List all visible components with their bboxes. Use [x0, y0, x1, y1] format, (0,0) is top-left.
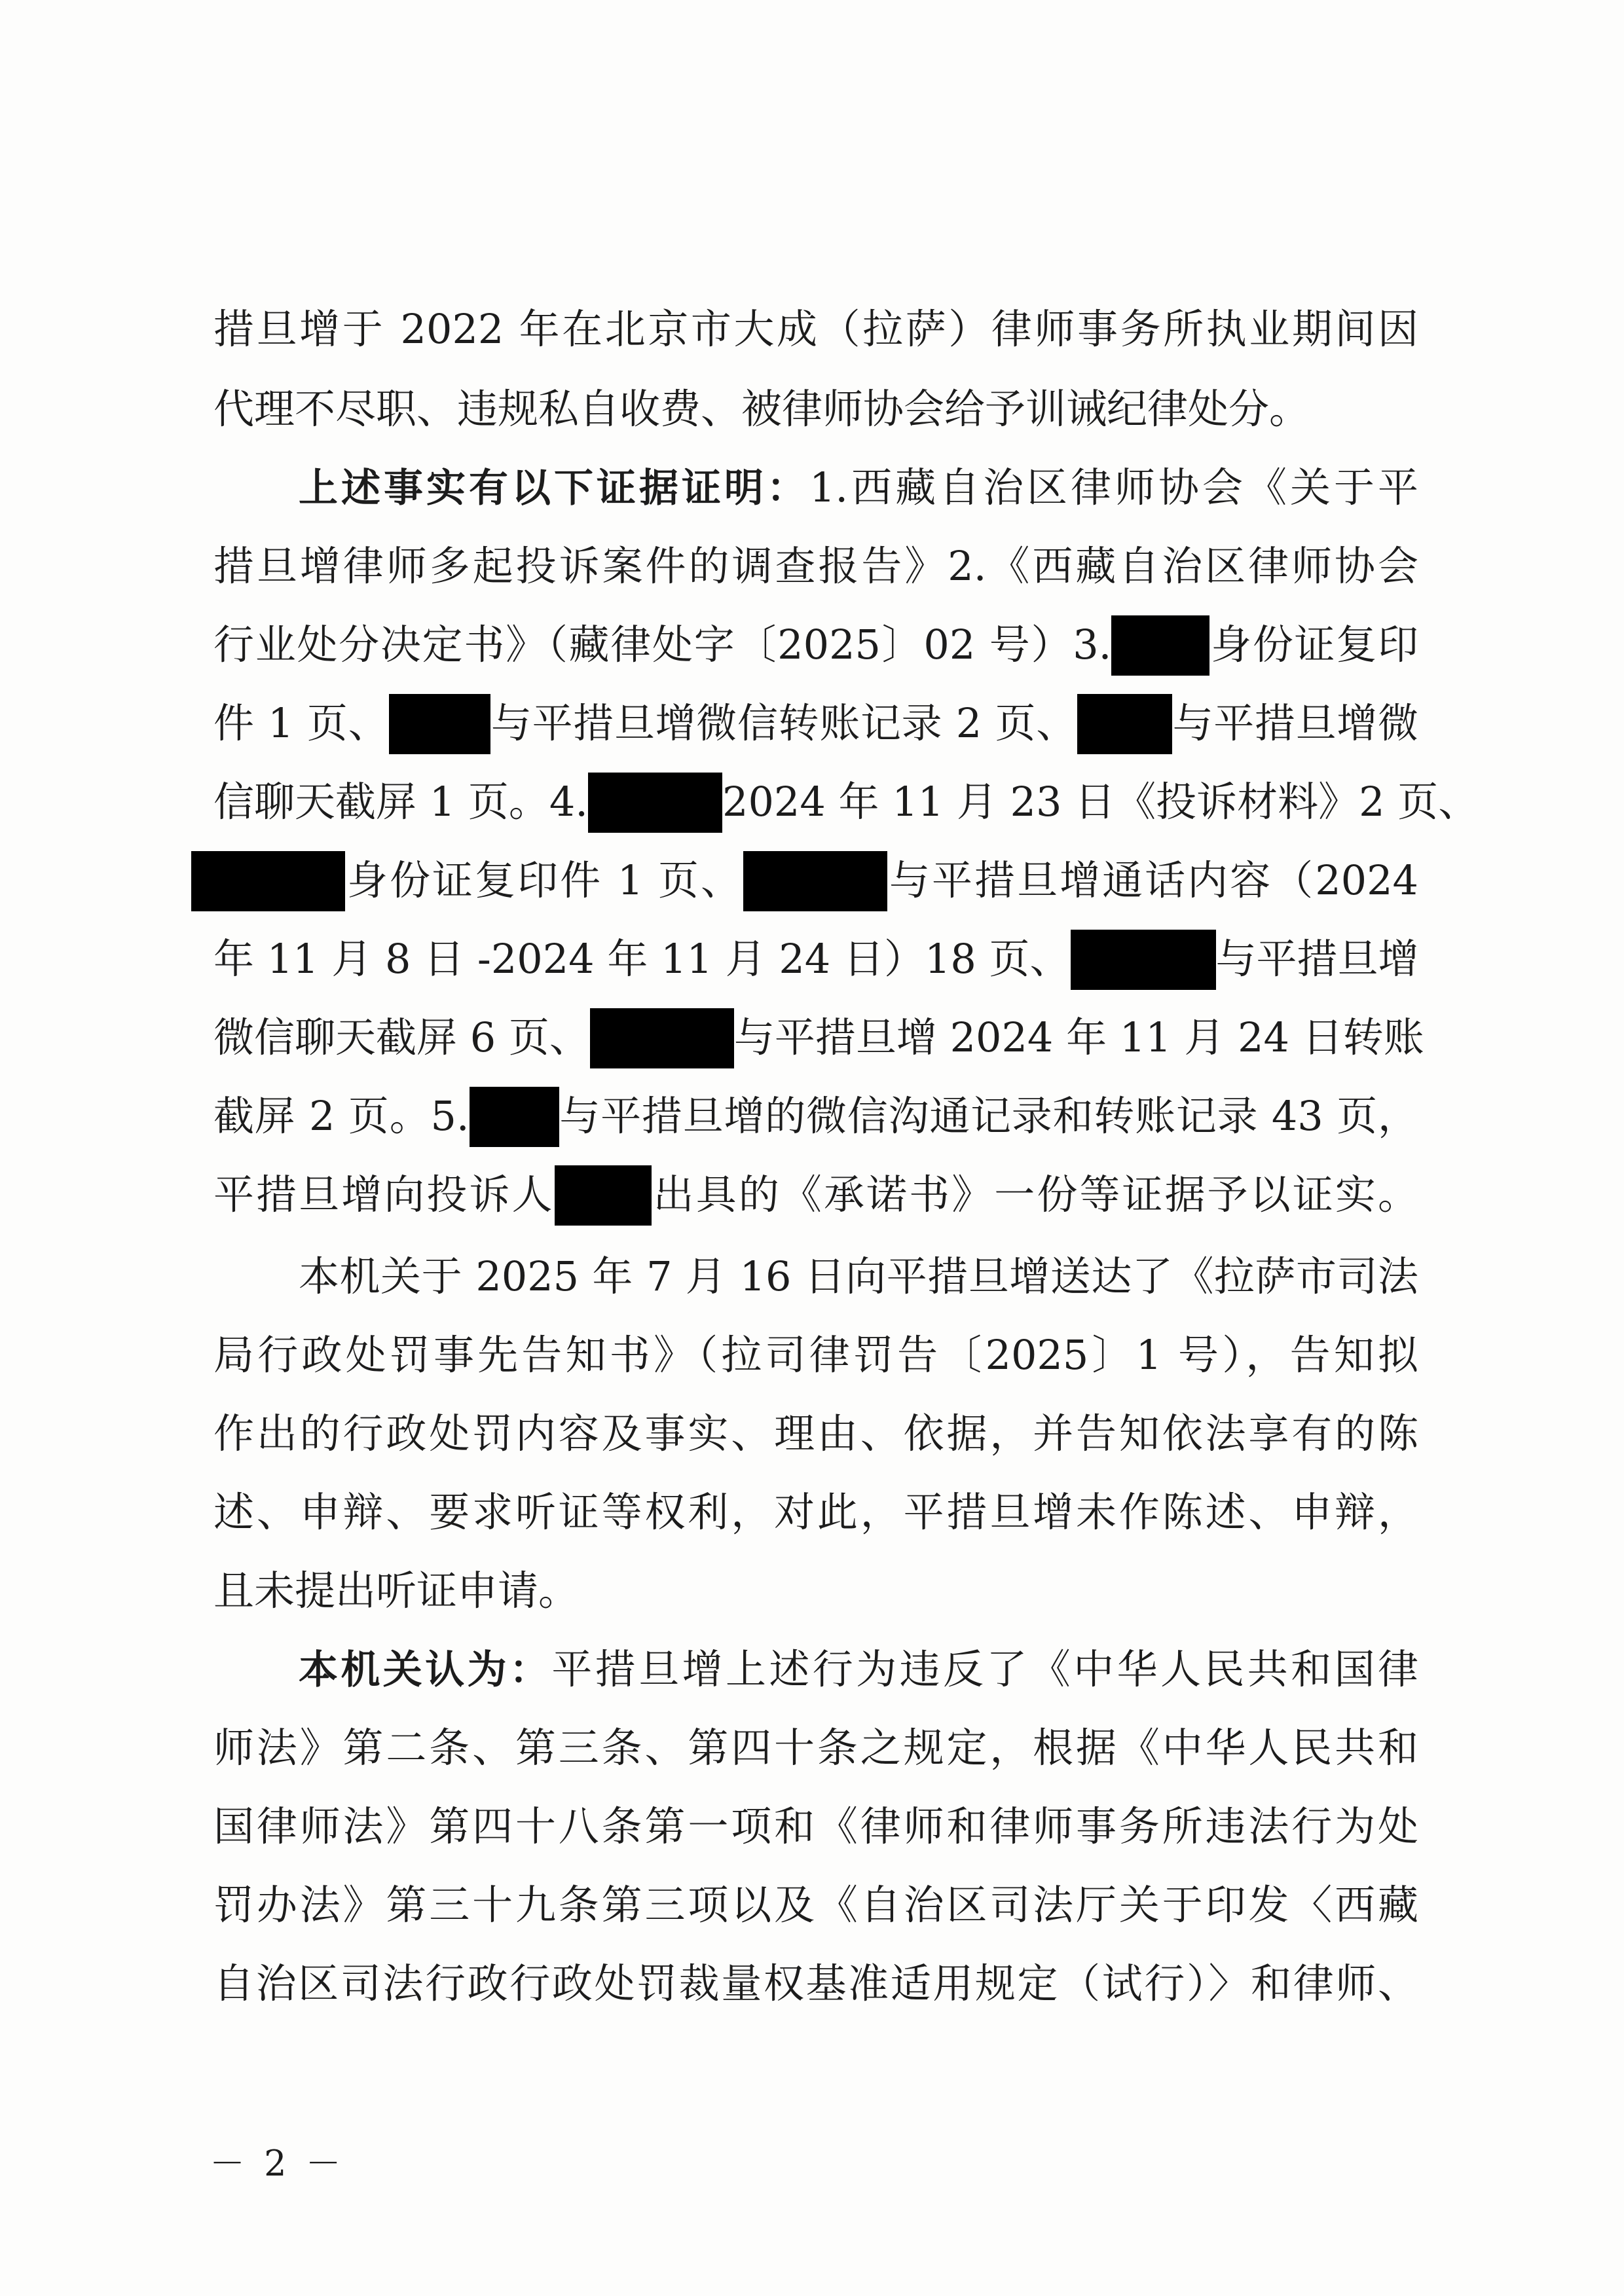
line-text: 自治区司法行政行政处罚裁量权基准适用规定（试行）〉和律师、 [213, 1959, 1418, 2007]
text-line [213, 609, 1418, 681]
line-text: 与平措旦增微 [1172, 699, 1418, 747]
redaction-block [555, 1165, 652, 1226]
line-text: 件 1 页、 [213, 699, 390, 747]
text-line [213, 1555, 1418, 1627]
redaction-block [588, 773, 722, 833]
text-line [213, 923, 1418, 995]
text-line [213, 1080, 1418, 1152]
text-line [299, 1633, 1418, 1705]
redaction-block [1111, 615, 1209, 676]
text-line [213, 530, 1418, 602]
text-line [213, 1712, 1418, 1784]
line-text: 罚办法》第三十九条第三项以及《自治区司法厅关于印发〈西藏 [213, 1881, 1418, 1929]
redaction-block [1071, 930, 1216, 990]
line-text: 信聊天截屏 1 页。4. [213, 778, 589, 826]
text-line [213, 687, 1418, 759]
text-line [299, 452, 1418, 524]
line-text: 措旦增于 2022 年在北京市大成（拉萨）律师事务所执业期间因 [213, 305, 1418, 353]
line-text: 平措旦增向投诉人 [213, 1171, 555, 1218]
line-text: 师法》第二条、第三条、第四十条之规定，根据《中华人民共和 [213, 1724, 1418, 1772]
redaction-block [389, 694, 490, 754]
text-line [299, 1241, 1418, 1313]
line-text: 出具的《承诺书》一份等证据予以证实。 [651, 1171, 1418, 1218]
line-text: 与平措旦增微信转账记录 2 页、 [490, 699, 1077, 747]
line-text: 2024 年 11 月 23 日《投诉材料》2 页、 [722, 778, 1479, 826]
evidence-heading: 上述事实有以下证据证明： [299, 465, 809, 511]
line-text: 1.西藏自治区律师协会《关于平 [809, 464, 1419, 511]
line-text: 微信聊天截屏 6 页、 [213, 1013, 590, 1061]
finding-heading: 本机关认为： [299, 1647, 552, 1693]
text-line [213, 1398, 1418, 1470]
line-text: 且未提出听证申请。 [213, 1567, 580, 1614]
line-text: 平措旦增上述行为违反了《中华人民共和国律 [551, 1645, 1418, 1693]
redaction-block [590, 1008, 734, 1068]
text-line [213, 1869, 1418, 1941]
line-text: 身份证复印件 1 页、 [345, 856, 744, 904]
line-text: 截屏 2 页。5. [213, 1092, 470, 1140]
line-text: 与平措旦增 [1215, 935, 1419, 983]
text-line [213, 1002, 1424, 1074]
line-text: 身份证复印 [1209, 621, 1418, 668]
text-line [213, 1159, 1418, 1231]
redaction-block [191, 851, 345, 911]
line-text: 述、申辩、要求听证等权利，对此，平措旦增未作陈述、申辩， [213, 1488, 1418, 1536]
line-text: 与平措旦增的微信沟通记录和转账记录 43 页， [559, 1092, 1418, 1140]
line-text: 代理不尽职、违规私自收费、被律师协会给予训诫纪律处分。 [213, 385, 1310, 433]
text-line [213, 1476, 1418, 1548]
text-line [213, 766, 1479, 838]
text-line [213, 1319, 1418, 1391]
line-text: 措旦增律师多起投诉案件的调查报告》2.《西藏自治区律师协会 [213, 542, 1418, 590]
line-text: 与平措旦增 2024 年 11 月 24 日转账 [733, 1013, 1424, 1061]
line-text: 与平措旦增通话内容（2024 [887, 856, 1418, 904]
text-line [191, 845, 1418, 917]
redaction-block [743, 851, 887, 911]
text-line [213, 1948, 1418, 2020]
line-text: 作出的行政处罚内容及事实、理由、依据，并告知依法享有的陈 [213, 1410, 1418, 1457]
redaction-block [470, 1087, 559, 1147]
page-number: － 2 － [210, 2143, 345, 2184]
text-line [213, 293, 1418, 365]
line-text: 局行政处罚事先告知书》（拉司律罚告〔2025〕1 号），告知拟 [213, 1331, 1418, 1379]
line-text: 本机关于 2025 年 7 月 16 日向平措旦增送达了《拉萨市司法 [299, 1252, 1418, 1300]
line-text: 行业处分决定书》（藏律处字〔2025〕02 号）3. [213, 621, 1112, 668]
text-line [213, 373, 1418, 445]
redaction-block [1077, 694, 1172, 754]
text-line [213, 1791, 1418, 1863]
line-text: 年 11 月 8 日 -2024 年 11 月 24 日）18 页、 [213, 935, 1071, 983]
line-text: 国律师法》第四十八条第一项和《律师和律师事务所违法行为处 [213, 1802, 1418, 1850]
